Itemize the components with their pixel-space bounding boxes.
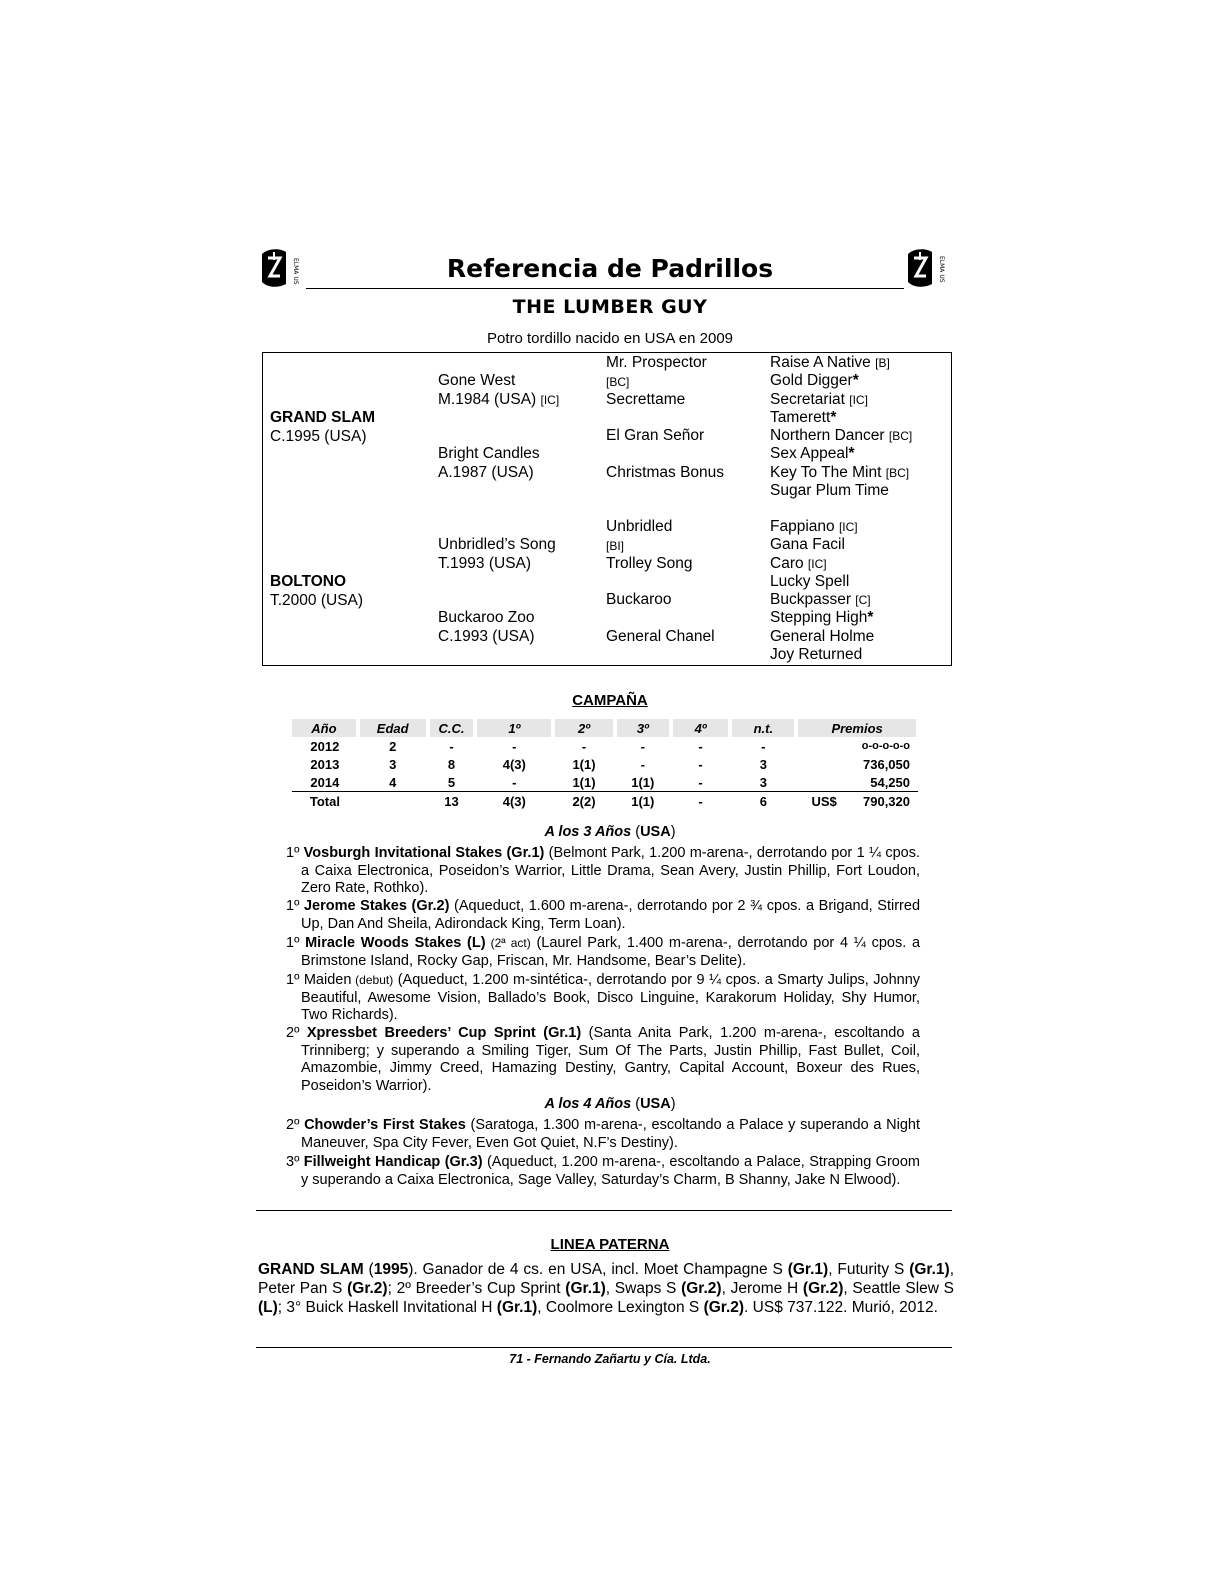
gen3-name: Mr. Prospector [606,354,707,371]
pedigree-table [262,352,952,666]
race-entry: 1º Jerome Stakes (Gr.2) (Aqueduct, 1.600 m-arena-, derrotando por 2 ¾ cpos. a Brigand, Stirred Up, Dan And Sheila, Adirondack King, Term Loan). [286,898,921,932]
gen4-entry: Stepping High* [770,609,874,626]
gen4-entry: Joy Returned [770,646,863,663]
cell: 54,250 [870,774,910,790]
gen2-name: Buckaroo Zoo [438,609,535,626]
gen2-info: M.1984 (USA) [IC] [438,391,560,408]
gen4-entry: Fappiano [IC] [770,518,858,535]
cell: o-o-o-o-o [861,740,910,752]
cell [358,792,428,811]
campaign-header-row [292,719,918,737]
age-heading: A los 3 Años (USA) [544,824,676,840]
cell: 8 [447,756,456,772]
cell: - [512,738,517,754]
cell: 790,320 [852,792,918,811]
cell: - [640,738,645,754]
col-header: n.t. [730,719,796,737]
gen2-info: C.1993 (USA) [438,628,535,645]
gen3-name: Christmas Bonus [606,464,725,481]
gen3-name: El Gran Señor [606,427,705,444]
gen4-entry: Secretariat [IC] [770,391,868,408]
page-title: Referencia de Padrillos [446,254,774,283]
cell [796,773,852,792]
cell: Total [292,792,358,811]
col-header: 1º [475,719,553,737]
cell: 2013 [310,756,340,772]
cell: 2014 [310,774,340,790]
cell: 1(1) [615,792,671,811]
sire-info: C.1995 (USA) [270,428,367,445]
gen3-tag: [BI] [606,539,625,553]
race-entry: 2º Chowder’s First Stakes (Saratoga, 1.300 m-arena-, escoltando a Palace y superando a Night Maneuver, Spa City Fever, Even Got Quiet, N.F’s Destiny). [286,1117,921,1151]
cell: 3 [389,756,397,772]
header-divider [306,288,904,289]
gen4-entry: Gold Digger* [770,372,859,389]
gen3-name: General Chanel [606,628,715,645]
race-entry: 1º Maiden (debut) (Aqueduct, 1.200 m-sintética-, derrotando por 9 ¼ cpos. a Smarty Julips, Johnny Beautiful, Awesome Vision, Ballado’s Book, Disco Linguine, Karakorum Holiday, Shy Humor, Two Richards). [286,972,921,1023]
gen2-name: Gone West [438,372,516,389]
cell: 4 [389,774,397,790]
table-row [292,737,918,755]
cell: - [698,774,703,790]
cell: 5 [447,774,456,790]
gen3-name: Trolley Song [606,555,693,572]
dam-info: T.2000 (USA) [270,592,364,609]
cell: 4(3) [502,756,526,772]
cell [796,755,852,773]
gen4-entry: Lucky Spell [770,573,850,590]
cell: - [698,738,703,754]
col-header: 3º [615,719,671,737]
gen2-info: A.1987 (USA) [438,464,534,481]
linea-paterna-title: LINEA PATERNA [550,1236,670,1253]
gen4-entry: Raise A Native [B] [770,354,890,371]
cell: - [640,756,645,772]
cell: - [761,738,766,754]
gen4-entry: General Holme [770,628,875,645]
linea-paterna-text: GRAND SLAM (1995). Ganador de 4 cs. en USA, incl. Moet Champagne S (Gr.1), Futurity S (Gr.1), Peter Pan S (Gr.2); 2º Breeder’s Cup Sprint (Gr.1), Swaps S (Gr.2), Jerome H (Gr.2), Seattle Slew S (L); 3° Buick Haskell Invitational H (Gr.1), Coolmore Lexington S (Gr.2). US$ 737.122. Murió, 2012. [258,1261,955,1316]
cell: - [512,774,517,790]
cell: 1(1) [572,774,596,790]
cell [796,737,852,755]
col-header: Edad [358,719,428,737]
cell: 2012 [310,738,340,754]
gen4-entry: Northern Dancer [BC] [770,427,913,444]
race-entry: 2º Xpressbet Breeders’ Cup Sprint (Gr.1) (Santa Anita Park, 1.200 m-arena-, escoltando a Trinniberg; y superando a Smiling Tiger, Sum Of The Parts, Justin Phillip, Fast Bullet, Coil, Amazombie, Jimmy Creed, Hamazing Destiny, Gantry, Capital Account, Boxeur des Rues, Poseidon’s Warrior). [286,1025,920,1094]
cell: 3 [759,774,767,790]
gen4-entry: Tamerett* [770,409,837,426]
gen4-entry: Buckpasser [C] [770,591,871,608]
horse-name: THE LUMBER GUY [512,296,708,318]
gen3-name: Buckaroo [606,591,672,608]
svg-text:ELMA US: ELMA US [292,258,299,285]
cell: 13 [428,792,476,811]
cell: 736,050 [863,756,910,772]
table-row [292,755,918,773]
cell: 2 [389,738,397,754]
col-header: C.C. [428,719,476,737]
horse-description: Potro tordillo nacido en USA en 2009 [487,330,733,347]
gen2-name: Unbridled’s Song [438,536,556,553]
cell: 1(1) [631,774,655,790]
campaign-table [292,719,920,810]
gen2-info: T.1993 (USA) [438,555,532,572]
cell: - [581,738,587,754]
cell: - [449,738,454,754]
race-entry: 1º Vosburgh Invitational Stakes (Gr.1) (Belmont Park, 1.200 m-arena-, derrotando por 1 ¼ cpos. a Caixa Electronica, Poseidon’s Warrior, Little Drama, Sean Avery, Justin Phillip, Fort Loudon, Zero Rate, Rothko). [286,845,920,896]
age-heading: A los 4 Años (USA) [544,1096,676,1112]
cell: 1(1) [572,756,596,772]
cell: US$ [796,792,852,811]
gen3-tag: [BC] [606,375,630,389]
col-header: 2º [553,719,615,737]
section-divider [256,1210,952,1211]
logo-left [258,246,306,290]
campaign-title: CAMPAÑA [572,692,648,709]
gen3-name: Secrettame [606,391,686,408]
cell: 3 [759,756,767,772]
gen4-entry: Sex Appeal* [770,445,855,462]
col-header: Premios [796,719,918,737]
dam-name: BOLTONO [270,573,347,590]
cell: 6 [730,792,796,811]
gen2-name: Bright Candles [438,445,540,462]
gen4-entry: Caro [IC] [770,555,827,572]
sire-name: GRAND SLAM [270,409,376,426]
gen4-entry: Gana Facil [770,536,845,553]
page-footer: 71 - Fernando Zañartu y Cía. Ltda. [509,1352,711,1366]
svg-text:ELMA US: ELMA US [938,256,945,283]
cell: - [671,792,731,811]
footer-divider [256,1347,952,1348]
cell: 4(3) [475,792,553,811]
col-header: 4º [671,719,731,737]
race-entry: 3º Fillweight Handicap (Gr.3) (Aqueduct, 1.200 m-arena-, escoltando a Palace, Strapping Groom y superando a Caixa Electronica, Sage Valley, Saturday’s Charm, B Shanny, Jake N Elwood). [286,1154,920,1188]
cell: 2(2) [553,792,615,811]
total-row [292,792,918,811]
gen3-name: Unbridled [606,518,673,535]
gen4-entry: Key To The Mint [BC] [770,464,910,481]
table-row [292,773,918,792]
race-entry: 1º Miracle Woods Stakes (L) (2ª act) (Laurel Park, 1.400 m-arena-, derrotando por 4 ¼ cpos. a Brimstone Island, Rocky Gap, Friscan, Mr. Handsome, Bear’s Delite). [286,935,921,969]
col-header: Año [292,719,358,737]
cell: - [698,756,703,772]
gen4-entry: Sugar Plum Time [770,482,889,499]
